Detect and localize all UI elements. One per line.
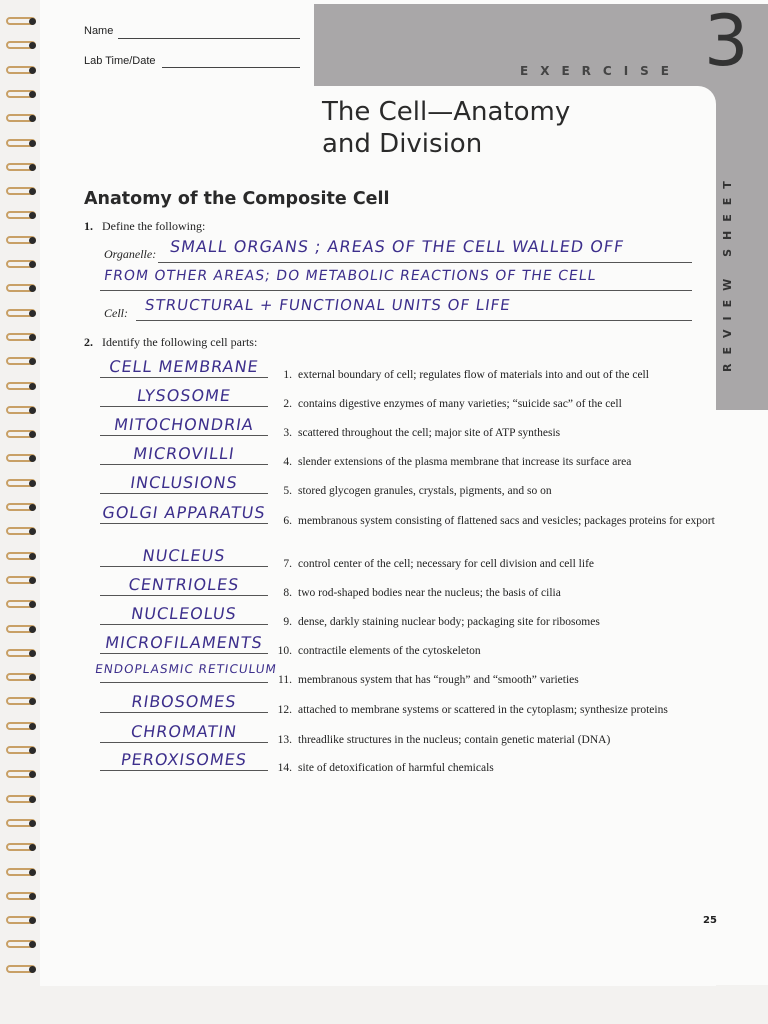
spiral-coil [0,451,40,467]
answer-blank-line[interactable] [100,493,268,494]
cell-part-definition: dense, darkly staining nuclear body; packaging site for ribosomes [298,616,600,628]
cell-part-number: 13. [277,734,292,746]
cell-part-definition: scattered throughout the cell; major site of ATP synthesis [298,427,561,439]
cell-part-number: 1. [283,369,292,381]
cell-part-number: 10. [277,645,292,657]
cell-part-definition: two rod-shaped bodies near the nucleus; the basis of cilia [298,587,561,599]
cell-rule [136,320,692,321]
cell-part-definition: contains digestive enzymes of many varieties; “suicide sac” of the cell [298,398,622,410]
spiral-coil [0,913,40,929]
cell-part-definition: external boundary of cell; regulates flow of materials into and out of the cell [298,369,649,381]
cell-part-answer: CHROMATIN [129,722,239,741]
spiral-coil [0,646,40,662]
question-2-number: 2. [84,335,93,349]
cell-part-definition: attached to membrane systems or scattered in the cytoplasm; synthesize proteins [298,704,668,716]
cell-part-answer: CENTRIOLES [127,575,241,594]
cell-part-number: 11. [278,674,292,686]
answer-blank-line[interactable] [100,435,268,436]
answer-blank-line[interactable] [100,624,268,625]
cell-part-number: 2. [283,398,292,410]
name-field-line[interactable] [118,38,300,39]
page-title [322,96,702,160]
organelle-rule-1 [158,262,692,263]
spiral-coil [0,719,40,735]
cell-part-definition: membranous system that has “rough” and “smooth” varieties [298,674,579,686]
cell-part-answer: MICROVILLI [131,444,237,463]
spiral-coil [0,767,40,783]
answer-blank-line[interactable] [100,377,268,378]
spiral-coil [0,330,40,346]
answer-blank-line[interactable] [100,712,268,713]
answer-blank-line[interactable] [100,682,268,683]
question-2 [84,335,257,350]
answer-blank-line[interactable] [100,770,268,771]
cell-part-number: 7. [283,558,292,570]
question-1-prompt: Define the following: [102,219,206,233]
cell-part-answer: RIBOSOMES [130,692,238,711]
title-line-1: The Cell—Anatomy [322,97,571,127]
spiral-coil [0,500,40,516]
cell-part-definition: threadlike structures in the nucleus; contain genetic material (DNA) [298,734,611,746]
cell-part-number: 14. [277,762,292,774]
spiral-coil [0,476,40,492]
spiral-coil [0,111,40,127]
exercise-label: EXERCISE [520,64,681,78]
organelle-answer-line-2: FROM OTHER AREAS; DO METABOLIC REACTIONS OF THE CELL [102,268,598,284]
question-1 [84,219,205,234]
cell-part-answer: LYSOSOME [135,386,233,405]
spiral-coil [0,865,40,881]
answer-blank-line[interactable] [100,742,268,743]
organelle-label: Organelle: [104,247,157,261]
spiral-coil [0,379,40,395]
spiral-coil [0,694,40,710]
spiral-coil [0,184,40,200]
cell-part-answer: MITOCHONDRIA [112,415,256,434]
question-2-prompt: Identify the following cell parts: [102,335,258,349]
spiral-coil [0,427,40,443]
cell-part-number: 12. [277,704,292,716]
cell-part-number: 5. [283,485,292,497]
spiral-coil [0,136,40,152]
answer-blank-line[interactable] [100,523,268,524]
cell-part-definition: site of detoxification of harmful chemicals [298,762,494,774]
cell-part-answer: NUCLEOLUS [129,604,239,623]
answer-blank-line[interactable] [100,464,268,465]
question-1-number: 1. [84,219,93,233]
page-number: 25 [703,915,717,926]
section-title: Anatomy of the Composite Cell [84,189,390,209]
spiral-coil [0,889,40,905]
answer-blank-line[interactable] [100,595,268,596]
spiral-coil [0,257,40,273]
cell-part-answer: GOLGI APPARATUS [101,503,267,522]
review-sheet-label: REVIEW SHEET [721,172,734,372]
spiral-coil [0,281,40,297]
cell-answer: STRUCTURAL + FUNCTIONAL UNITS OF LIFE [143,296,512,314]
cell-label: Cell: [104,306,128,320]
spiral-coil [0,354,40,370]
cell-part-number: 8. [283,587,292,599]
cell-part-number: 3. [283,427,292,439]
spiral-coil [0,962,40,978]
cell-part-number: 9. [283,616,292,628]
title-line-2: and Division [322,129,483,159]
spiral-coil [0,816,40,832]
cell-part-number: 6. [283,515,292,527]
exercise-number: 3 [704,0,749,82]
cell-part-number: 4. [283,456,292,468]
cell-part-definition: stored glycogen granules, crystals, pigments, and so on [298,485,552,497]
spiral-coil [0,38,40,54]
spiral-coil [0,14,40,30]
cell-part-definition: slender extensions of the plasma membrane that increase its surface area [298,456,632,468]
cell-part-answer: ENDOPLASMIC RETICULUM [94,662,278,676]
cell-part-definition: contractile elements of the cytoskeleton [298,645,481,657]
spiral-coil [0,573,40,589]
spiral-coil [0,403,40,419]
spiral-coil [0,792,40,808]
cell-part-answer: MICROFILAMENTS [103,633,265,652]
answer-blank-line[interactable] [100,566,268,567]
spiral-coil [0,524,40,540]
cell-part-answer: INCLUSIONS [129,473,239,492]
organelle-answer-line-1: SMALL ORGANS ; AREAS OF THE CELL WALLED OFF [168,237,626,256]
spiral-coil [0,622,40,638]
cell-part-definition: control center of the cell; necessary for cell division and cell life [298,558,595,570]
answer-blank-line[interactable] [100,406,268,407]
spiral-coil [0,743,40,759]
cell-part-answer: CELL MEMBRANE [107,357,261,376]
cell-part-definition: membranous system consisting of flattened sacs and vesicles; packages proteins for export [298,515,715,527]
spiral-coil [0,208,40,224]
labtime-label: Lab Time/Date [84,55,156,67]
cell-part-answer: PEROXISOMES [119,750,249,769]
answer-blank-line[interactable] [100,653,268,654]
spiral-coil [0,233,40,249]
spiral-coil [0,597,40,613]
spiral-coil [0,549,40,565]
name-label: Name [84,25,114,37]
spiral-coil [0,63,40,79]
organelle-rule-2 [100,290,692,291]
spiral-coil [0,670,40,686]
spiral-coil [0,937,40,953]
spiral-coil [0,160,40,176]
spiral-coil [0,87,40,103]
spiral-coil [0,306,40,322]
spiral-coil [0,840,40,856]
cell-part-answer: NUCLEUS [141,546,227,565]
labtime-field-line[interactable] [162,67,300,68]
